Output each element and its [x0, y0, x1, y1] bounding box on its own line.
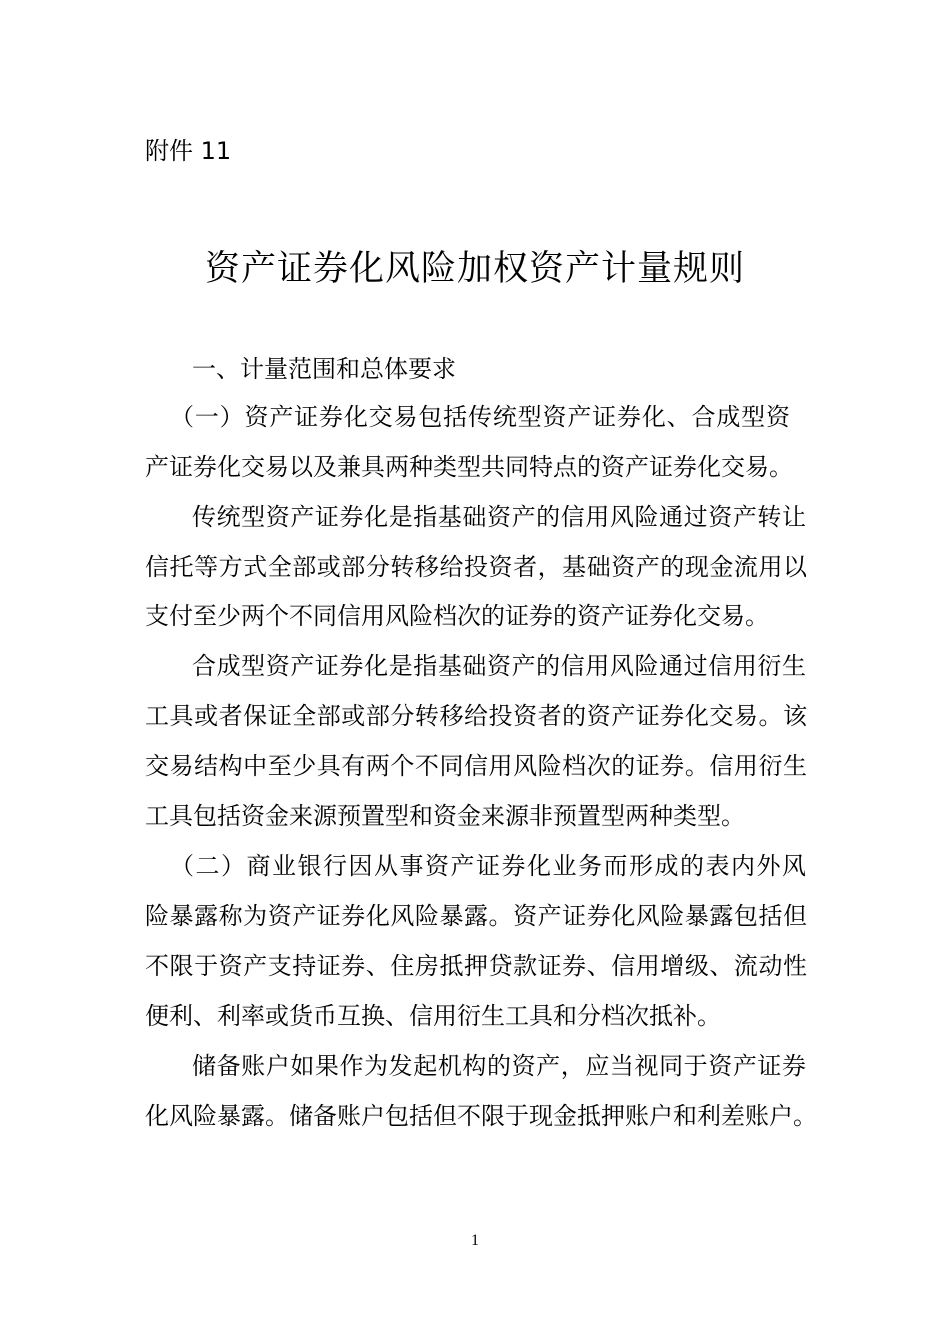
paragraph-line: 工具或者保证全部或部分转移给投资者的资产证券化交易。该	[145, 702, 807, 730]
paragraph-line: （二）商业银行因从事资产证券化业务而形成的表内外风	[170, 852, 806, 880]
section-heading: 一、计量范围和总体要求	[192, 355, 456, 383]
annex-label: 附件 11	[145, 137, 232, 165]
paragraph-line: 便利、利率或货币互换、信用衍生工具和分档次抵补。	[145, 1002, 721, 1030]
paragraph-line: 工具包括资金来源预置型和资金来源非预置型两种类型。	[145, 802, 745, 830]
page-number: 1	[471, 1232, 479, 1249]
paragraph-line: 储备账户如果作为发起机构的资产，应当视同于资产证券	[192, 1052, 806, 1080]
paragraph-line: 传统型资产证券化是指基础资产的信用风险通过资产转让	[192, 503, 806, 531]
paragraph-line: 合成型资产证券化是指基础资产的信用风险通过信用衍生	[192, 652, 806, 680]
paragraph-line: 信托等方式全部或部分转移给投资者，基础资产的现金流用以	[145, 553, 807, 581]
paragraph-line: （一）资产证券化交易包括传统型资产证券化、合成型资	[170, 403, 790, 431]
paragraph-line: 险暴露称为资产证券化风险暴露。资产证券化风险暴露包括但	[145, 902, 807, 930]
paragraph-line: 产证券化交易以及兼具两种类型共同特点的资产证券化交易。	[145, 453, 793, 481]
paragraph-line: 不限于资产支持证券、住房抵押贷款证券、信用增级、流动性	[145, 952, 807, 980]
paragraph-line: 化风险暴露。储备账户包括但不限于现金抵押账户和利差账户。	[145, 1102, 817, 1130]
paragraph-line: 支付至少两个不同信用风险档次的证券的资产证券化交易。	[145, 602, 769, 630]
document-title: 资产证券化风险加权资产计量规则	[204, 249, 745, 289]
paragraph-line: 交易结构中至少具有两个不同信用风险档次的证券。信用衍生	[145, 752, 807, 780]
